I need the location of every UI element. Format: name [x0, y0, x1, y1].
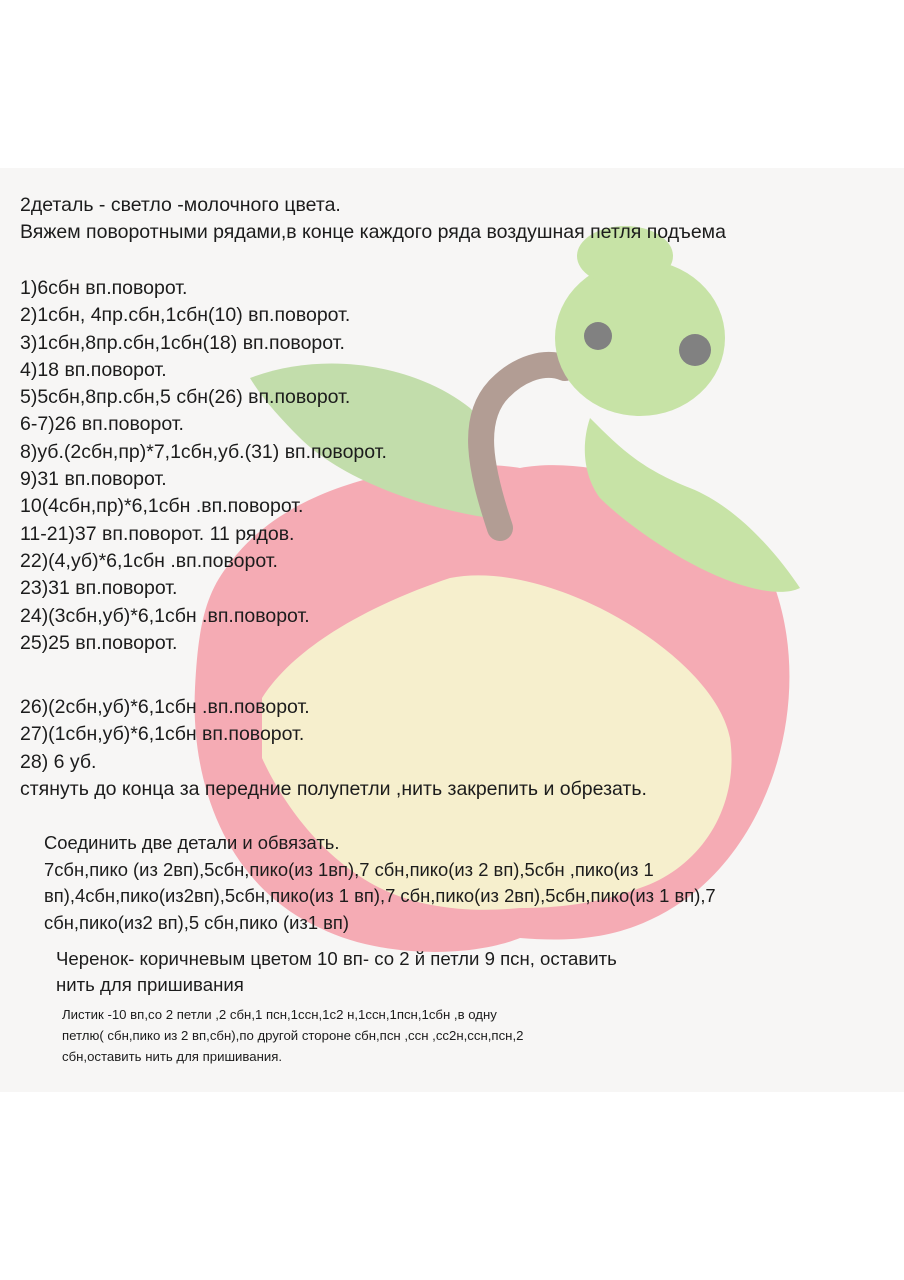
join-line: Соединить две детали и обвязать.	[44, 832, 340, 853]
pattern-rows	[20, 275, 387, 657]
pattern-row: 25)25 вп.поворот.	[20, 631, 178, 654]
pattern-row: 10(4сбн,пр)*6,1сбн .вп.поворот.	[20, 495, 304, 518]
pattern-row: 11-21)37 вп.поворот. 11 рядов.	[20, 522, 295, 545]
join-line: сбн,пико(из2 вп),5 сбн,пико (из1 вп)	[44, 912, 350, 934]
pattern-row: 6-7)26 вп.поворот.	[20, 413, 184, 436]
stem-line: нить для пришивания	[56, 973, 244, 995]
leaf-instructions	[62, 1004, 523, 1067]
pattern-row: 23)31 вп.поворот.	[20, 577, 178, 600]
pattern-row: 5)5сбн,8пр.сбн,5 сбн(26) вп.поворот.	[20, 386, 351, 409]
pattern-row: 22)(4,уб)*6,1сбн .вп.поворот.	[20, 549, 278, 572]
pattern-row: 24)(3сбн,уб)*6,1сбн .вп.поворот.	[20, 604, 310, 627]
stem-line: Черенок- коричневым цветом 10 вп- со 2 й петли 9 псн, оставить	[56, 948, 617, 969]
pattern-row: 28) 6 уб.	[20, 750, 97, 773]
pattern-row: 27)(1сбн,уб)*6,1сбн вп.поворот.	[20, 723, 305, 746]
pattern-row: 8)уб.(2сбн,пр)*7,1сбн,уб.(31) вп.поворот.	[20, 440, 387, 463]
intro-text	[20, 192, 726, 246]
join-line: 7сбн,пико (из 2вп),5сбн,пико(из 1вп),7 сбн,пико(из 2 вп),5сбн ,пико(из 1	[44, 858, 654, 880]
pattern-rows-final	[20, 694, 647, 803]
pattern-row: 26)(2сбн,уб)*6,1сбн .вп.поворот.	[20, 696, 310, 718]
pattern-row: 9)31 вп.поворот.	[20, 468, 167, 491]
leaf-line: Листик -10 вп,со 2 петли ,2 сбн,1 псн,1ссн,1с2 н,1ссн,1псн,1сбн ,в одну	[62, 1007, 497, 1022]
pattern-row: 4)18 вп.поворот.	[20, 358, 167, 381]
join-instructions	[44, 830, 716, 937]
pattern-row: стянуть до конца за передние полупетли ,нить закрепить и обрезать.	[20, 777, 647, 800]
join-line: вп),4сбн,пико(из2вп),5сбн,пико(из 1 вп),7 сбн,пико(из 2вп),5сбн,пико(из 1 вп),7	[44, 885, 716, 907]
intro-line: Вяжем поворотными рядами,в конце каждого ряда воздушная петля подъема	[20, 221, 726, 243]
pattern-row: 2)1сбн, 4пр.сбн,1сбн(10) вп.поворот.	[20, 304, 351, 327]
leaf-line: петлю( сбн,пико из 2 вп,сбн),по другой стороне сбн,псн ,ссн ,сс2н,ссн,псн,2	[62, 1028, 524, 1043]
stem-instructions	[56, 946, 617, 997]
intro-line: 2деталь - светло -молочного цвета.	[20, 194, 341, 216]
leaf-line: сбн,оставить нить для пришивания.	[62, 1049, 283, 1064]
pattern-row: 3)1сбн,8пр.сбн,1сбн(18) вп.поворот.	[20, 331, 345, 354]
pattern-row: 1)6сбн вп.поворот.	[20, 277, 188, 299]
